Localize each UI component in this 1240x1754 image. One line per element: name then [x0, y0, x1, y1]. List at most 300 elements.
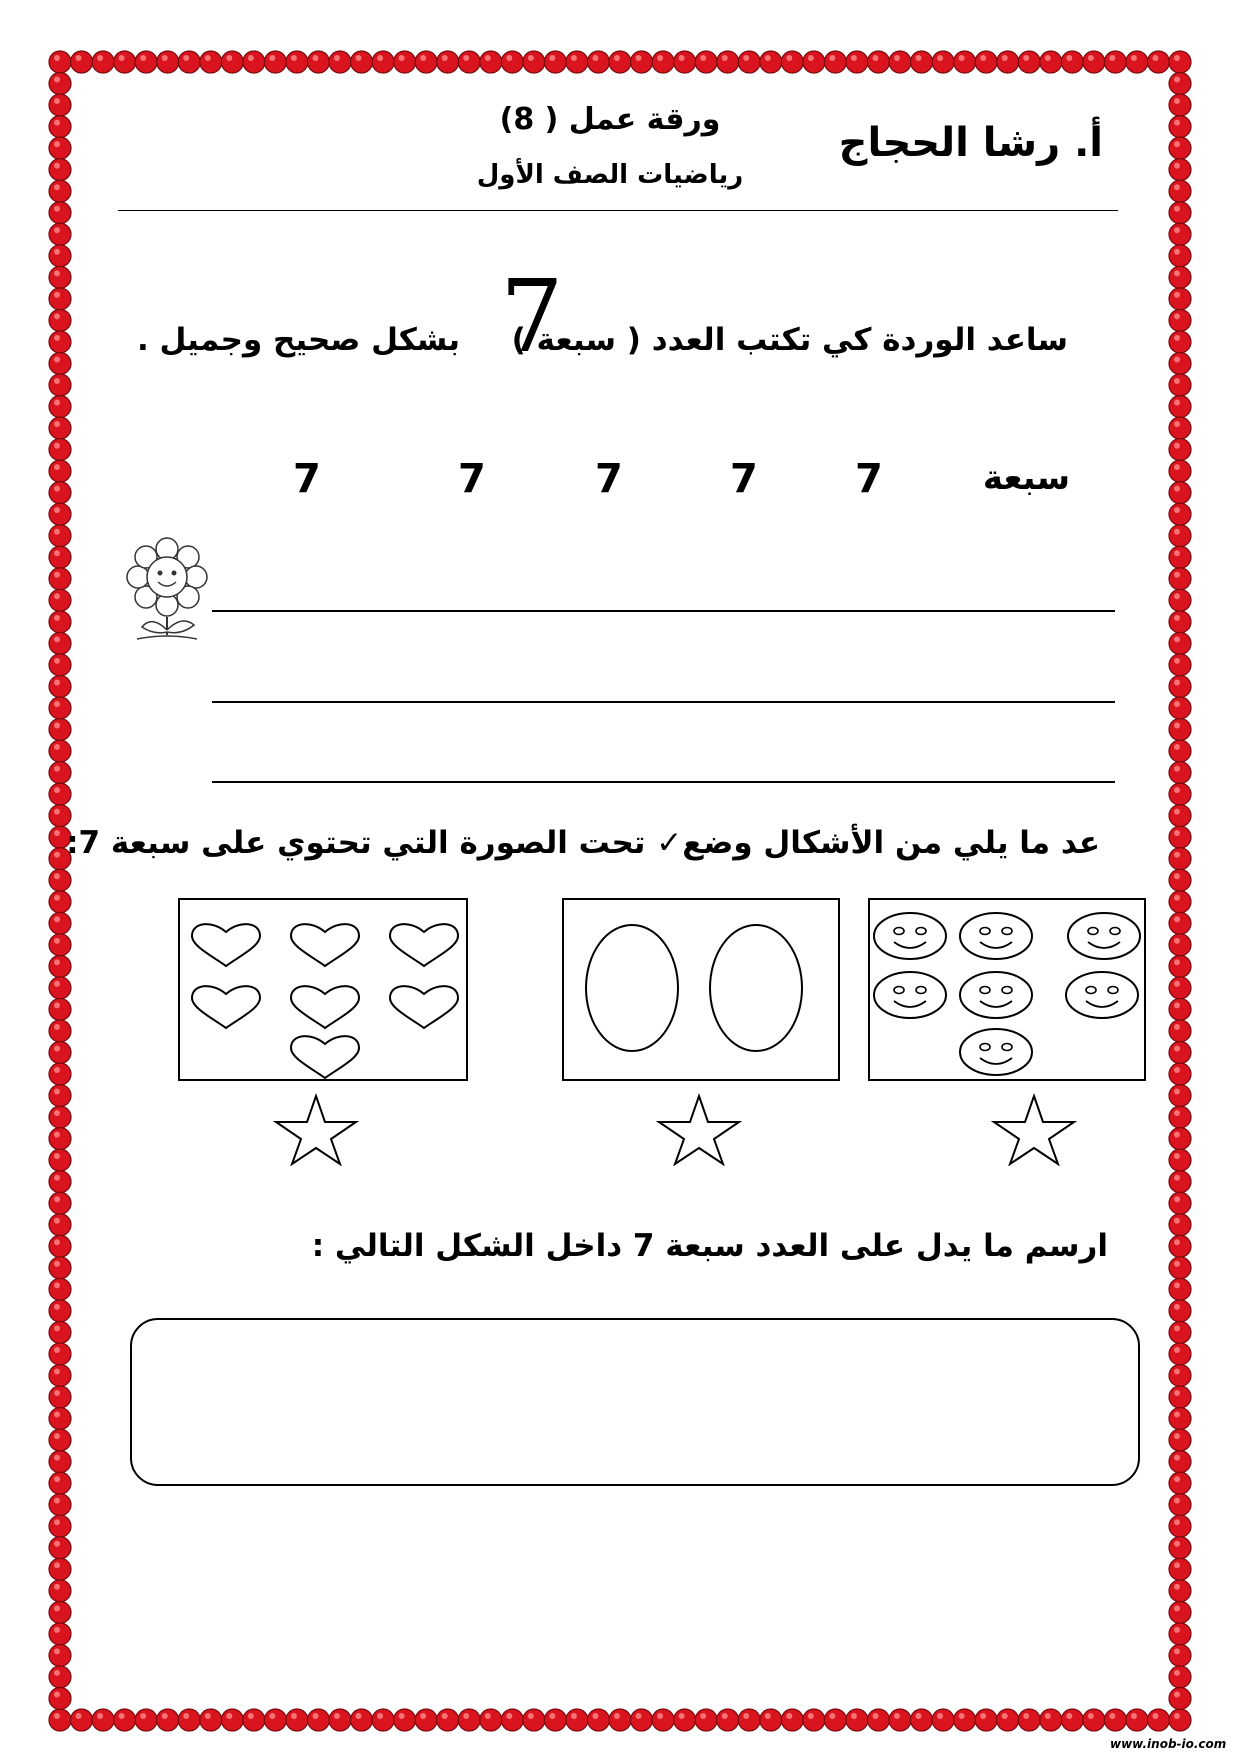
border-bead	[49, 783, 71, 805]
border-bead	[1169, 331, 1191, 353]
border-bead-highlight	[1174, 1304, 1180, 1310]
border-bead-highlight	[1174, 593, 1180, 599]
border-bead	[49, 51, 71, 73]
border-bead	[49, 1580, 71, 1602]
border-bead	[1169, 912, 1191, 934]
ovals-icon	[564, 900, 838, 1079]
border-bead	[717, 51, 739, 73]
border-bead	[1169, 309, 1191, 331]
border-bead	[49, 1558, 71, 1580]
border-bead-highlight	[54, 1455, 60, 1461]
border-bead-highlight	[1174, 249, 1180, 255]
border-bead-highlight	[743, 1713, 749, 1719]
border-bead	[49, 137, 71, 159]
shape-group-ovals	[562, 898, 840, 1081]
border-bead	[437, 51, 459, 73]
border-bead-highlight	[442, 1713, 448, 1719]
border-bead	[695, 51, 717, 73]
border-bead	[1169, 1128, 1191, 1150]
border-bead-highlight	[1174, 486, 1180, 492]
border-bead	[394, 51, 416, 73]
border-bead	[49, 1709, 71, 1731]
border-bead-highlight	[356, 55, 362, 61]
border-bead-highlight	[1174, 1541, 1180, 1547]
border-bead-highlight	[1174, 206, 1180, 212]
border-bead	[867, 1709, 889, 1731]
border-bead-highlight	[54, 615, 60, 621]
border-bead-highlight	[54, 916, 60, 922]
star-checkbox-icon[interactable]	[990, 1092, 1078, 1166]
border-bead-highlight	[1174, 1713, 1180, 1719]
border-bead	[49, 525, 71, 547]
border-bead	[243, 1709, 265, 1731]
border-bead-highlight	[54, 421, 60, 427]
border-bead	[717, 1709, 739, 1731]
border-bead-highlight	[54, 766, 60, 772]
border-bead	[1169, 1687, 1191, 1709]
border-bead-highlight	[1174, 658, 1180, 664]
border-bead-highlight	[54, 1412, 60, 1418]
border-bead	[49, 223, 71, 245]
border-bead-highlight	[54, 1670, 60, 1676]
border-bead-highlight	[54, 658, 60, 664]
border-bead-highlight	[1174, 1605, 1180, 1611]
border-bead	[1169, 826, 1191, 848]
border-bead	[1040, 1709, 1062, 1731]
border-bead-highlight	[485, 55, 491, 61]
border-bead-highlight	[420, 55, 426, 61]
border-bead	[49, 288, 71, 310]
border-bead-highlight	[291, 1713, 297, 1719]
border-bead-highlight	[1109, 1713, 1115, 1719]
border-bead	[1169, 439, 1191, 461]
border-bead-highlight	[485, 1713, 491, 1719]
border-bead	[49, 1386, 71, 1408]
border-bead-highlight	[54, 1541, 60, 1547]
border-bead-highlight	[54, 1627, 60, 1633]
border-bead-highlight	[97, 55, 103, 61]
border-bead	[1169, 762, 1191, 784]
border-bead-highlight	[183, 1713, 189, 1719]
border-bead-highlight	[54, 1713, 60, 1719]
border-bead	[415, 51, 437, 73]
border-bead	[351, 51, 373, 73]
border-bead-highlight	[1174, 184, 1180, 190]
border-bead-highlight	[1109, 55, 1115, 61]
border-bead	[1169, 1085, 1191, 1107]
border-bead	[458, 1709, 480, 1731]
border-bead	[437, 1709, 459, 1731]
border-bead-highlight	[1174, 636, 1180, 642]
border-bead-highlight	[54, 1153, 60, 1159]
border-bead-highlight	[1174, 1261, 1180, 1267]
border-bead-highlight	[54, 270, 60, 276]
border-bead-highlight	[1023, 55, 1029, 61]
border-bead-highlight	[54, 1002, 60, 1008]
border-bead	[114, 1709, 136, 1731]
border-bead	[1169, 374, 1191, 396]
border-bead	[1169, 245, 1191, 267]
border-bead	[1169, 460, 1191, 482]
border-bead-highlight	[54, 809, 60, 815]
border-bead	[49, 1494, 71, 1516]
border-bead	[1169, 1278, 1191, 1300]
border-bead	[1169, 1063, 1191, 1085]
border-bead-highlight	[54, 1691, 60, 1697]
border-bead	[889, 51, 911, 73]
border-bead	[1169, 740, 1191, 762]
border-bead	[49, 719, 71, 741]
border-bead	[1169, 611, 1191, 633]
border-bead-highlight	[1174, 1455, 1180, 1461]
border-bead-highlight	[1174, 723, 1180, 729]
writing-line	[212, 610, 1115, 612]
border-bead-highlight	[1174, 1002, 1180, 1008]
border-bead-highlight	[54, 356, 60, 362]
border-bead	[1169, 266, 1191, 288]
border-bead	[501, 51, 523, 73]
border-bead	[1169, 1364, 1191, 1386]
border-bead-highlight	[722, 55, 728, 61]
border-bead	[49, 611, 71, 633]
border-bead	[932, 51, 954, 73]
border-bead-highlight	[54, 249, 60, 255]
hearts-icon	[180, 900, 466, 1100]
border-bead-highlight	[54, 292, 60, 298]
border-bead	[458, 51, 480, 73]
border-bead-highlight	[549, 55, 555, 61]
border-bead	[49, 266, 71, 288]
border-bead	[49, 998, 71, 1020]
border-bead	[49, 912, 71, 934]
border-bead-highlight	[377, 1713, 383, 1719]
border-bead	[566, 51, 588, 73]
border-bead-highlight	[54, 335, 60, 341]
border-bead	[760, 1709, 782, 1731]
border-bead-highlight	[54, 1390, 60, 1396]
border-bead	[49, 697, 71, 719]
border-bead-highlight	[1174, 163, 1180, 169]
border-bead-highlight	[76, 1713, 82, 1719]
border-bead-highlight	[54, 981, 60, 987]
star-checkbox-icon[interactable]	[655, 1092, 743, 1166]
border-bead	[911, 51, 933, 73]
border-bead-highlight	[119, 1713, 125, 1719]
border-bead-highlight	[54, 593, 60, 599]
border-bead	[49, 1235, 71, 1257]
border-bead	[1169, 697, 1191, 719]
border-bead-highlight	[140, 1713, 146, 1719]
border-bead	[1169, 546, 1191, 568]
border-bead	[1169, 1300, 1191, 1322]
border-bead-highlight	[1174, 830, 1180, 836]
border-bead	[1169, 1644, 1191, 1666]
border-bead	[1083, 51, 1105, 73]
border-bead-highlight	[592, 55, 598, 61]
border-bead	[1169, 116, 1191, 138]
border-bead	[49, 439, 71, 461]
border-bead	[631, 1709, 653, 1731]
border-bead-highlight	[54, 1067, 60, 1073]
border-bead-highlight	[226, 55, 232, 61]
border-bead	[49, 805, 71, 827]
border-bead-highlight	[1174, 1175, 1180, 1181]
big-number-seven: 7	[500, 258, 564, 375]
instruction-write-seven: ساعد الوردة كي تكتب العدد ( سبعة )	[511, 322, 1068, 358]
border-bead	[1169, 998, 1191, 1020]
border-bead	[307, 1709, 329, 1731]
flower-icon	[122, 535, 212, 645]
border-bead-highlight	[119, 55, 125, 61]
border-bead	[1169, 1472, 1191, 1494]
border-bead-highlight	[1174, 1670, 1180, 1676]
border-bead-highlight	[679, 55, 685, 61]
border-bead	[49, 1687, 71, 1709]
border-bead	[824, 1709, 846, 1731]
border-bead-highlight	[54, 1648, 60, 1654]
border-bead-highlight	[54, 1239, 60, 1245]
border-bead	[1169, 848, 1191, 870]
border-bead-highlight	[1174, 1390, 1180, 1396]
border-bead	[824, 51, 846, 73]
border-bead-highlight	[1174, 55, 1180, 61]
subject-title: رياضيات الصف الأول	[476, 160, 744, 190]
border-bead-highlight	[1174, 1218, 1180, 1224]
border-bead-highlight	[54, 787, 60, 793]
border-bead	[92, 1709, 114, 1731]
border-bead	[695, 1709, 717, 1731]
border-bead-highlight	[1131, 1713, 1137, 1719]
border-bead	[1169, 675, 1191, 697]
border-bead	[1169, 352, 1191, 374]
border-bead	[523, 51, 545, 73]
border-bead	[631, 51, 653, 73]
star-checkbox-icon[interactable]	[272, 1092, 360, 1166]
border-bead	[1018, 51, 1040, 73]
border-bead-highlight	[808, 1713, 814, 1719]
border-bead-highlight	[54, 1347, 60, 1353]
border-bead	[49, 1644, 71, 1666]
border-bead-highlight	[1023, 1713, 1029, 1719]
instruction-write-seven-end: بشكل صحيح وجميل .	[136, 322, 460, 358]
border-bead-highlight	[463, 55, 469, 61]
border-bead-highlight	[636, 1713, 642, 1719]
border-bead	[1104, 51, 1126, 73]
border-bead-highlight	[1174, 916, 1180, 922]
border-bead-highlight	[1174, 1498, 1180, 1504]
border-bead-highlight	[54, 1433, 60, 1439]
border-bead-highlight	[248, 55, 254, 61]
border-bead	[501, 1709, 523, 1731]
border-bead	[1169, 1429, 1191, 1451]
border-bead	[609, 51, 631, 73]
footer-website: www.inob-io.com	[1110, 1737, 1227, 1751]
border-bead	[49, 1472, 71, 1494]
border-bead	[49, 94, 71, 116]
border-bead	[1169, 1106, 1191, 1128]
border-bead-highlight	[679, 1713, 685, 1719]
border-bead-highlight	[463, 1713, 469, 1719]
border-bead-highlight	[226, 1713, 232, 1719]
border-bead-highlight	[1088, 1713, 1094, 1719]
border-bead	[1147, 1709, 1169, 1731]
border-bead-highlight	[54, 1196, 60, 1202]
border-bead	[49, 73, 71, 95]
border-bead-highlight	[1174, 1627, 1180, 1633]
border-bead-highlight	[54, 486, 60, 492]
border-bead	[49, 1364, 71, 1386]
border-bead-highlight	[54, 1218, 60, 1224]
border-bead	[738, 1709, 760, 1731]
border-bead-highlight	[1045, 1713, 1051, 1719]
border-bead	[480, 1709, 502, 1731]
border-bead	[480, 51, 502, 73]
border-bead	[652, 1709, 674, 1731]
border-bead	[49, 1063, 71, 1085]
border-bead-highlight	[1174, 98, 1180, 104]
border-bead	[49, 417, 71, 439]
border-bead-highlight	[1174, 443, 1180, 449]
border-bead	[49, 482, 71, 504]
border-bead	[49, 1214, 71, 1236]
border-bead	[781, 51, 803, 73]
trace-digit: 7	[293, 456, 321, 502]
border-bead-highlight	[54, 1368, 60, 1374]
border-bead-highlight	[1174, 1132, 1180, 1138]
border-bead-highlight	[54, 572, 60, 578]
border-bead-highlight	[1002, 1713, 1008, 1719]
border-bead-highlight	[1174, 1648, 1180, 1654]
border-bead	[1169, 1494, 1191, 1516]
border-bead	[652, 51, 674, 73]
border-bead-highlight	[872, 1713, 878, 1719]
border-bead-highlight	[54, 400, 60, 406]
border-bead	[609, 1709, 631, 1731]
border-bead	[1169, 1321, 1191, 1343]
border-bead-highlight	[1174, 1562, 1180, 1568]
border-bead-highlight	[765, 1713, 771, 1719]
border-bead-highlight	[54, 873, 60, 879]
border-bead-highlight	[54, 1110, 60, 1116]
border-bead-highlight	[1174, 981, 1180, 987]
border-bead-highlight	[162, 55, 168, 61]
border-bead	[49, 374, 71, 396]
border-bead	[49, 1515, 71, 1537]
border-bead	[1169, 482, 1191, 504]
border-bead	[1126, 51, 1148, 73]
border-bead-highlight	[1174, 1519, 1180, 1525]
border-bead-highlight	[54, 313, 60, 319]
border-bead-highlight	[54, 830, 60, 836]
border-bead	[1169, 1515, 1191, 1537]
border-bead	[1169, 1601, 1191, 1623]
border-bead-highlight	[1174, 507, 1180, 513]
border-bead	[49, 1451, 71, 1473]
border-bead	[1169, 1666, 1191, 1688]
border-bead-highlight	[399, 1713, 405, 1719]
border-bead-highlight	[54, 77, 60, 83]
border-bead-highlight	[334, 1713, 340, 1719]
border-bead-highlight	[614, 55, 620, 61]
border-bead	[1169, 805, 1191, 827]
border-bead	[415, 1709, 437, 1731]
border-bead	[587, 1709, 609, 1731]
border-bead-highlight	[442, 55, 448, 61]
shape-group-smileys	[868, 898, 1146, 1081]
border-bead	[49, 546, 71, 568]
border-bead-highlight	[851, 1713, 857, 1719]
border-bead	[1169, 654, 1191, 676]
border-bead-highlight	[269, 1713, 275, 1719]
border-bead-highlight	[894, 1713, 900, 1719]
border-bead	[49, 1666, 71, 1688]
border-bead	[1169, 202, 1191, 224]
border-bead-highlight	[1174, 77, 1180, 83]
border-bead-highlight	[1174, 1110, 1180, 1116]
border-bead	[1169, 977, 1191, 999]
border-bead	[49, 934, 71, 956]
border-bead-highlight	[54, 1045, 60, 1051]
border-bead	[867, 51, 889, 73]
border-bead-highlight	[140, 55, 146, 61]
border-bead	[932, 1709, 954, 1731]
trace-digit: 7	[855, 456, 883, 502]
border-bead	[49, 309, 71, 331]
writing-line	[212, 701, 1115, 703]
border-bead-highlight	[1174, 227, 1180, 233]
border-bead-highlight	[1174, 895, 1180, 901]
border-bead	[1169, 1558, 1191, 1580]
drawing-area[interactable]	[130, 1318, 1140, 1486]
border-bead	[544, 1709, 566, 1731]
border-bead	[911, 1709, 933, 1731]
border-bead-highlight	[916, 1713, 922, 1719]
border-bead-highlight	[1174, 744, 1180, 750]
border-bead	[157, 1709, 179, 1731]
border-bead-highlight	[1174, 809, 1180, 815]
border-bead	[49, 1020, 71, 1042]
border-bead-highlight	[291, 55, 297, 61]
border-bead	[1169, 1451, 1191, 1473]
border-bead	[1169, 1623, 1191, 1645]
border-bead-highlight	[54, 636, 60, 642]
header-divider	[118, 210, 1118, 211]
border-bead-highlight	[657, 55, 663, 61]
border-bead-highlight	[54, 464, 60, 470]
border-bead	[1169, 51, 1191, 73]
border-bead	[49, 1623, 71, 1645]
border-bead-highlight	[1174, 1325, 1180, 1331]
border-bead-highlight	[54, 550, 60, 556]
border-bead	[1169, 73, 1191, 95]
smiley-faces-icon	[870, 900, 1144, 1079]
border-bead	[49, 762, 71, 784]
border-bead	[351, 1709, 373, 1731]
border-bead-highlight	[54, 1261, 60, 1267]
border-bead	[674, 51, 696, 73]
border-bead-highlight	[1174, 766, 1180, 772]
border-bead-highlight	[1174, 1584, 1180, 1590]
border-bead	[49, 1343, 71, 1365]
border-bead-highlight	[829, 55, 835, 61]
border-bead-highlight	[743, 55, 749, 61]
border-bead-highlight	[829, 1713, 835, 1719]
border-bead	[803, 51, 825, 73]
border-bead	[329, 1709, 351, 1731]
border-bead	[372, 1709, 394, 1731]
border-bead-highlight	[1174, 1153, 1180, 1159]
border-bead	[221, 1709, 243, 1731]
